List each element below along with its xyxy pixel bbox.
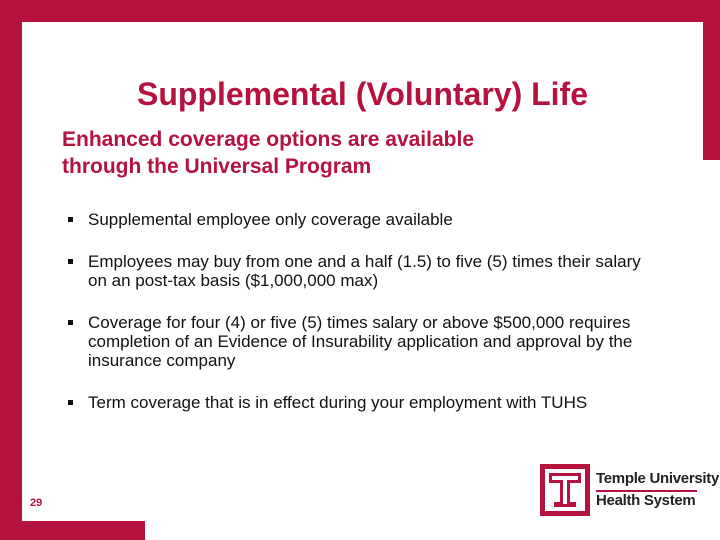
page-number: 29 xyxy=(30,497,43,509)
logo-divider xyxy=(596,490,697,492)
temple-university-health-system-logo xyxy=(540,464,720,516)
temple-t-logo-icon xyxy=(540,464,590,516)
logo-line-1: Temple University xyxy=(596,470,720,487)
bullet-item xyxy=(68,210,658,229)
square-bullet-icon xyxy=(68,217,73,222)
slide-title: Supplemental (Voluntary) Life xyxy=(137,76,588,112)
square-bullet-icon xyxy=(68,400,73,405)
subtitle-line-1: Enhanced coverage options are available xyxy=(62,128,474,151)
square-bullet-icon xyxy=(68,259,73,264)
bullet-item xyxy=(68,313,658,370)
bullet-list xyxy=(68,210,658,435)
bullet-text: Employees may buy from one and a half (1.5) to five (5) times their salary on an post-tax basis ($1,000,000 max) xyxy=(88,252,641,290)
bullet-text: Term coverage that is in effect during your employment with TUHS xyxy=(88,393,588,412)
slide-subtitle xyxy=(62,126,582,180)
bullet-text: Supplemental employee only coverage available xyxy=(88,210,453,229)
subtitle-line-2: through the Universal Program xyxy=(62,155,372,178)
left-accent-bar xyxy=(0,0,22,540)
bullet-text: Coverage for four (4) or five (5) times salary or above $500,000 requires completion of an Evidence of Insurability application and approval by the insurance company xyxy=(88,313,633,370)
top-accent-bar xyxy=(0,0,720,22)
logo-line-2: Health System xyxy=(596,492,696,509)
bottom-accent-bar xyxy=(0,521,145,540)
bullet-item xyxy=(68,252,658,290)
bullet-item xyxy=(68,393,658,412)
square-bullet-icon xyxy=(68,320,73,325)
right-accent-bar xyxy=(703,0,720,160)
